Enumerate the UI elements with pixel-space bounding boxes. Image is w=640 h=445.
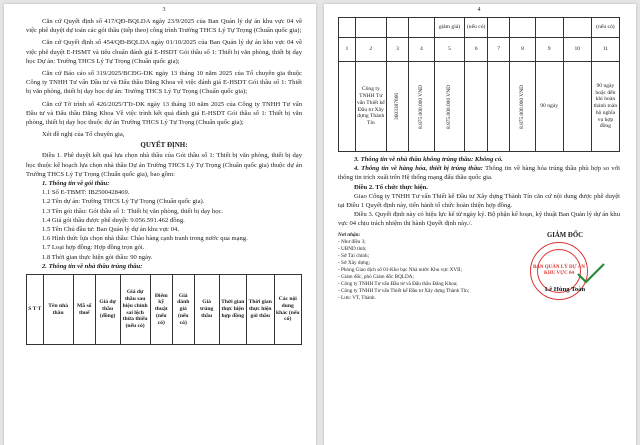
signer-name: Lê Hùng Toàn [544, 285, 586, 293]
col-header-technical-score: Điểm kỹ thuật (nếu có) [150, 275, 172, 345]
package-info-list [26, 188, 302, 262]
winning-contractor-table-header [26, 274, 302, 345]
recipient-item: - UBND tỉnh; [338, 245, 367, 252]
document-page-3 [4, 4, 316, 445]
cell-bid-price: 8.875.000.000 VND [417, 84, 424, 129]
document-page-4 [324, 4, 636, 445]
package-info-item: 1.7 Loại hợp đồng: Hợp đồng trọn gói. [42, 244, 145, 252]
col-header-tax-code: Mã số thuế [73, 275, 95, 345]
signer-block [510, 231, 620, 293]
package-info-item: 1.6 Hình thức lựa chọn nhà thầu: Chào hàng cạnh tranh trong nước qua mạng. [42, 235, 248, 243]
item-4-title: 4. Thông tin về hàng hóa, thiết bị trúng thầu: [354, 165, 483, 173]
col-header-contract-duration: Thời gian thực hiện hợp đồng [219, 275, 247, 345]
recipients-title: Nơi nhận: [338, 231, 361, 238]
decision-title: QUYẾT ĐỊNH: [140, 141, 188, 150]
col-header-package-duration: Thời gian thực hiện gói thầu [247, 275, 275, 345]
package-info-item: 1.8 Thời gian thực hiện gói thầu: 90 ngày. [42, 253, 153, 261]
col-header-winning-price: Giá trúng thầu [194, 275, 219, 345]
header-fragment: (nếu có) [591, 18, 619, 38]
recipient-item: - Sở Xây dựng; [338, 259, 370, 266]
recipient-item: - Phòng Giao dịch số 01-Kho bạc Nhà nước Khu vực XVII; [338, 266, 463, 273]
package-info-item: 1.1 Số E-TBMT: IB2500428469. [42, 189, 130, 197]
col-header-other: Các nội dung khác (nếu có) [274, 275, 302, 345]
col-header-contractor-name: Tên nhà thầu [43, 275, 73, 345]
legal-basis-paragraph-4: Căn cứ Tờ trình số 426/2025/TTr-DK ngày 13 tháng 10 năm 2025 của Công ty TNHH Tư vấn Đầu tư và Đấu thầu Đăng Khoa Về việc trình kết quả đánh giá E-HSDT Gói thầu số 1: Thiết bị văn phòng, thiết bị dạy học thuộc dự án Trường THCS Lý Tự Trọng (Chuẩn quốc gia); [26, 100, 302, 127]
proposal-paragraph: Xét đề nghị của Tổ chuyên gia, [42, 131, 125, 139]
col-header-evaluated-price: Giá đánh giá (nếu có) [172, 275, 194, 345]
package-info-item: 1.3 Tên gói thầu: Gói thầu số 1: Thiết bị văn phòng, thiết bị dạy học. [42, 207, 224, 215]
recipient-item: - Lưu: VT, Thành. [338, 294, 376, 301]
winning-contractor-table-body: giảm giá) (nếu có) (nếu có) 1 2 3 4 5 6 7 8 9 10 11 Công ty TNHH Tư vấn Thiết kế Đầu tư Xây dựng Thành Tín 3603387666 8.875.000.000 VND 8.875.000.000 VND 8.875.000.000 VND 90 ngày 90 ngày hoặc đến khi hoàn thành toàn bộ nghĩa vụ hợp đồng [338, 17, 620, 152]
header-fragment: giảm giá) [434, 18, 465, 38]
signature-check-icon [576, 262, 606, 284]
col-header-stt: S T T [27, 275, 44, 345]
package-info-item: 1.2 Tên dự án: Trường THCS Lý Tự Trọng (Chuẩn quốc gia). [42, 198, 205, 206]
recipient-item: - Công ty TNHH Tư vấn Thiết kế Đầu tư Xây dựng Thành Tín; [338, 287, 470, 294]
package-info-item: 1.4 Giá gói thầu được phê duyệt: 9.056.591.462 đồng. [42, 216, 185, 224]
article-2-text: Giao Công ty TNHH Tư vấn Thiết kế Đầu tư Xây dựng Thành Tín căn cứ nội dung được phê duyệt tại Điều 1 Quyết định này, tiến hành tổ chức hoàn thiện hợp đồng. [338, 192, 620, 210]
recipient-item: - Giám đốc, phó Giám đốc BQLDA; [338, 273, 414, 280]
cell-other: 90 ngày hoặc đến khi hoàn thành toàn bộ nghĩa vụ hợp đồng [591, 62, 619, 152]
article-3: Điều 3. Quyết định này có hiệu lực kể từ ngày ký. Bộ phận kế hoạn, kỹ thuật Ban Quản lý dự án khu vực 04 chịu trách nhiệm thi hành Quyết định này./. [338, 211, 620, 228]
legal-basis-paragraph-2: Căn cứ Quyết định số 454/QĐ-BQLDA ngày 01/10/2025 của Ban Quản lý dự án khu vực 04 về việc phê duyệt E-HSMT và tiêu chuẩn đánh giá E-HSDT Gói thầu số 1: Thiết bị văn phòng, thiết bị dạy học Dự án: Trường THCS Lý Tự Trọng (Chuẩn quốc gia); [26, 39, 302, 65]
cell-contract-duration: 90 ngày [535, 62, 563, 152]
page-number: 3 [162, 7, 166, 13]
signer-role: GIÁM ĐỐC [546, 231, 584, 239]
recipients-list [338, 232, 518, 302]
col-header-adjusted-price: Giá dự thầu sau hiệu chỉnh sai lệch thừa thiếu (nếu có) [120, 275, 150, 345]
legal-basis-paragraph-1: Căn cứ Quyết định số 417/QĐ-BQLDA ngày 23/9/2025 của Ban Quản lý dự án khu vực 04 về việc phê duyệt dự toán các gói thầu (tiếp theo) công trình Trường THCS Lý Tự Trọng (Chuẩn quốc gia); [26, 18, 302, 35]
page-number: 4 [477, 7, 481, 13]
recipient-item: - Sở Tài chính; [338, 252, 370, 259]
cell-adjusted-price: 8.875.000.000 VND [446, 84, 453, 129]
article-2: Điều 2. Tổ chức thực hiện. [354, 183, 428, 191]
legal-basis-paragraph-3: Căn cứ Báo cáo số 319/2025/BCĐG-DK ngày 13 tháng 10 năm 2025 của Tổ chuyên gia thuộc Công ty TNHH Tư vấn Đầu tư và Đấu thầu Đăng Khoa về việc đánh giá E-HSDT Gói thầu số 1: Thiết bị văn phòng, thiết bị dạy học dự án: Trường THCS Lý Tự Trọng (Chuẩn quốc gia); [26, 70, 302, 96]
item-4-text: Thông tin về hàng hóa trúng thầu phù hợp so với thông tin trích xuất trên Hệ thống mạng đấu thầu quốc gia. [338, 165, 620, 182]
section-2-title: 2. Thông tin về nhà thầu trúng thầu: [42, 262, 143, 270]
recipient-item: - Như điều 3; [338, 238, 366, 245]
article-1: Điều 1. Phê duyệt kết quả lựa chọn nhà thầu của Gói thầu số 1: Thiết bị văn phòng, thiết bị dạy học thuộc kế hoạch lựa chọn nhà thầu Dự án Trường THCS Lý Tự Trọng (Chuẩn quốc gia) thuộc dự án Trường THCS Lý Tự Trọng (Chuẩn quốc gia), bao gồm: [26, 152, 302, 178]
stamp-text: BAN QUẢN LÝ DỰ ÁN KHU VỰC 04 [532, 264, 586, 276]
cell-tax-code: 3603387666 [394, 93, 401, 120]
cell-contractor: Công ty TNHH Tư vấn Thiết kế Đầu tư Xây dựng Thành Tín [355, 62, 386, 152]
cell-winning-price: 8.875.000.000 VND [519, 84, 526, 129]
recipient-item: - Công ty TNHH Tư vấn Đầu tư và Đấu thầu Đăng Khoa; [338, 280, 458, 287]
header-fragment: (nếu có) [465, 18, 487, 38]
signature-area [338, 232, 620, 352]
package-info-item: 1.5 Tên Chủ đầu tư: Ban Quản lý dự án khu vực 04. [42, 226, 179, 234]
section-1-title: 1. Thông tin về gói thầu: [42, 180, 110, 188]
item-3: 3. Thông tin về nhà thầu không trúng thầu: Không có. [354, 156, 503, 163]
col-header-bid-price: Giá dự thầu (đồng) [95, 275, 120, 345]
